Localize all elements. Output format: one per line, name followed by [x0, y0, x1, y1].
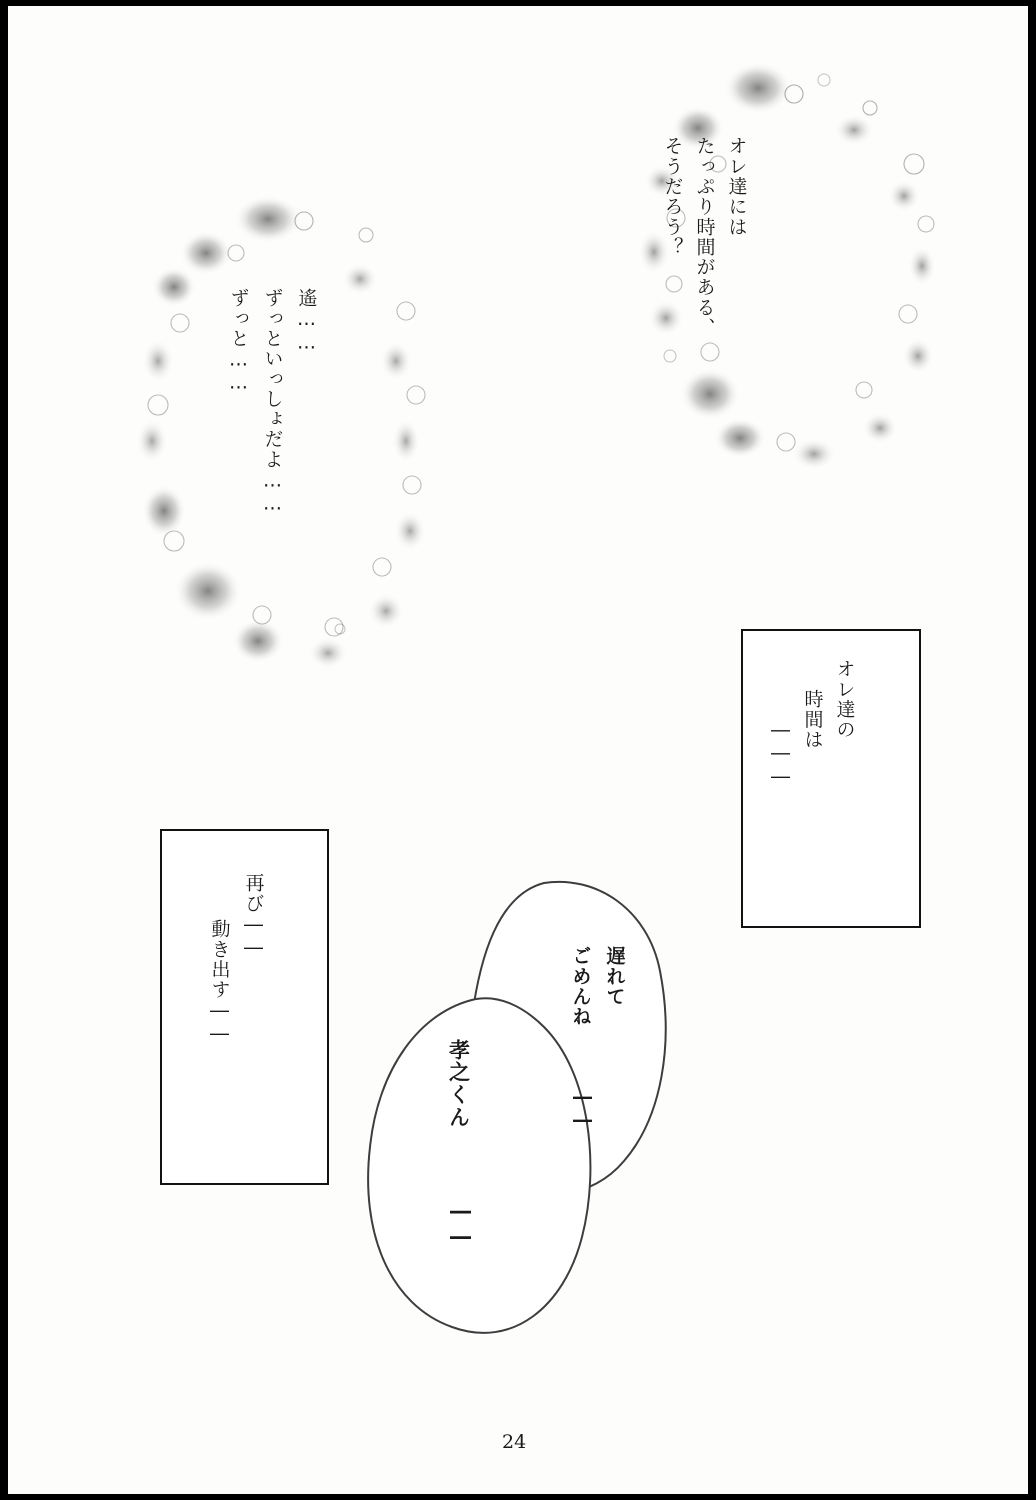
thought-cloud-left-line-2: ずっといっしょだよ…… — [261, 288, 284, 516]
caption-box-left — [160, 829, 329, 1185]
speech-balloon-upper-line-1: 遅れて — [603, 946, 626, 1007]
speech-balloon-upper-line-2: ごめんね — [569, 946, 592, 1027]
caption-box-right-line-3: ――― — [769, 719, 792, 789]
thought-cloud-left-line-1: 遙…… — [295, 288, 318, 355]
page-paper — [8, 6, 1028, 1494]
speech-balloon-lower-shape — [368, 998, 590, 1333]
caption-box-right — [741, 629, 921, 928]
thought-cloud-top-right-line-1: オレ達には — [725, 136, 748, 237]
thought-cloud-top-right-line-3: そうだろう？ — [661, 136, 684, 257]
speech-balloon-lower-line-1: 孝之くん — [446, 1039, 471, 1129]
speech-balloon-lower-line-2: ―― — [448, 1199, 473, 1250]
speech-balloon-upper-line-3: ―― — [571, 1086, 594, 1133]
thought-cloud-left-line-3: ずっと…… — [227, 288, 250, 395]
thought-cloud-top-right-line-2: たっぷり時間がある、 — [693, 136, 716, 338]
caption-box-left-line-2: 動き出す―― — [208, 919, 231, 1046]
caption-box-right-line-1: オレ達の — [833, 659, 856, 740]
page-number: 24 — [502, 1431, 527, 1453]
speech-balloon-group — [348, 861, 708, 1351]
caption-box-left-line-1: 再び―― — [242, 873, 265, 960]
caption-box-right-line-2: 時間は — [801, 689, 824, 750]
